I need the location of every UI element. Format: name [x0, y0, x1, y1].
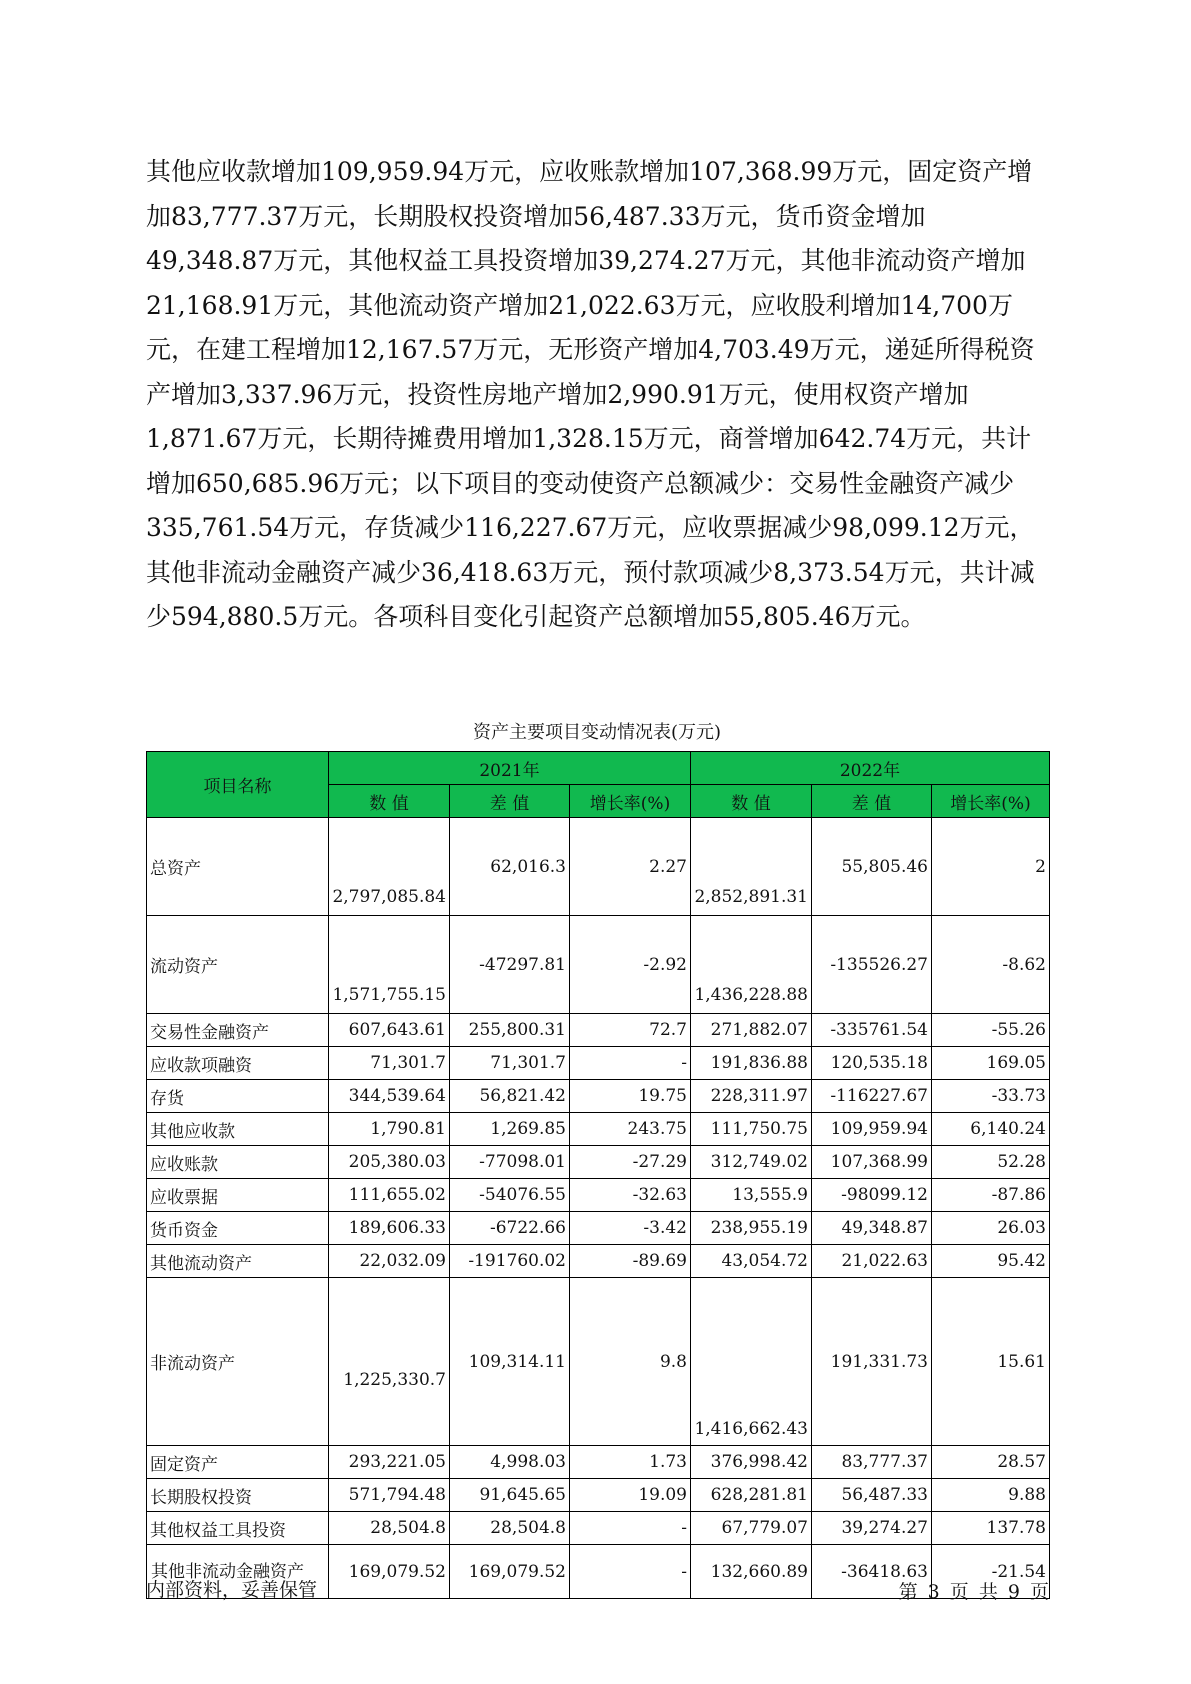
cell-diff-2021: 1,269.85	[450, 1113, 570, 1146]
cell-growth-2022: -87.86	[932, 1179, 1050, 1212]
cell-diff-2022: 49,348.87	[812, 1212, 932, 1245]
cell-value-2021: 571,794.48	[329, 1479, 450, 1512]
cell-diff-2022: -36418.63	[812, 1545, 932, 1599]
cell-value-2021: 1,790.81	[329, 1113, 450, 1146]
row-label: 固定资产	[147, 1446, 329, 1479]
table-row	[147, 916, 1050, 1014]
cell-growth-2021: -	[570, 1512, 691, 1545]
cell-growth-2021: -3.42	[570, 1212, 691, 1245]
cell-growth-2022: 169.05	[932, 1047, 1050, 1080]
cell-value-2021: 169,079.52	[329, 1545, 450, 1599]
cell-diff-2021: 169,079.52	[450, 1545, 570, 1599]
cell-growth-2022: 137.78	[932, 1512, 1050, 1545]
cell-value-2022: 13,555.9	[691, 1179, 812, 1212]
row-label: 应收款项融资	[147, 1047, 329, 1080]
cell-diff-2021: -191760.02	[450, 1245, 570, 1278]
cell-growth-2021: 9.8	[570, 1278, 691, 1446]
row-label: 交易性金融资产	[147, 1014, 329, 1047]
cell-growth-2022: -33.73	[932, 1080, 1050, 1113]
cell-diff-2022: 109,959.94	[812, 1113, 932, 1146]
cell-value-2021: 344,539.64	[329, 1080, 450, 1113]
table-row	[147, 1278, 1050, 1446]
cell-diff-2022: -335761.54	[812, 1014, 932, 1047]
table-row	[147, 1080, 1050, 1113]
cell-value-2021: 1,225,330.7	[329, 1278, 450, 1446]
cell-value-2022: 67,779.07	[691, 1512, 812, 1545]
cell-value-2022: 191,836.88	[691, 1047, 812, 1080]
footer-page-number: 第 3 页 共 9 页	[898, 1581, 1049, 1603]
header-item-name: 项目名称	[147, 752, 329, 818]
table-row	[147, 1479, 1050, 1512]
cell-value-2022: 376,998.42	[691, 1446, 812, 1479]
header-col-diff-2021: 差 值	[450, 785, 570, 818]
header-col-growth-2021: 增长率(%)	[570, 785, 691, 818]
cell-diff-2022: -98099.12	[812, 1179, 932, 1212]
header-col-value-2021: 数 值	[329, 785, 450, 818]
table-title: 资产主要项目变动情况表(万元)	[472, 722, 722, 743]
cell-growth-2022: -8.62	[932, 916, 1050, 1014]
cell-growth-2021: 2.27	[570, 818, 691, 916]
cell-value-2022: 1,436,228.88	[691, 916, 812, 1014]
cell-value-2022: 111,750.75	[691, 1113, 812, 1146]
cell-diff-2022: -116227.67	[812, 1080, 932, 1113]
row-label: 存货	[147, 1080, 329, 1113]
cell-growth-2021: -32.63	[570, 1179, 691, 1212]
cell-value-2022: 312,749.02	[691, 1146, 812, 1179]
cell-value-2021: 1,571,755.15	[329, 916, 450, 1014]
cell-diff-2021: 4,998.03	[450, 1446, 570, 1479]
cell-diff-2022: 55,805.46	[812, 818, 932, 916]
header-col-growth-2022: 增长率(%)	[932, 785, 1050, 818]
row-label: 其他非流动金融资产	[147, 1545, 329, 1599]
cell-value-2021: 28,504.8	[329, 1512, 450, 1545]
cell-value-2021: 607,643.61	[329, 1014, 450, 1047]
cell-diff-2022: 120,535.18	[812, 1047, 932, 1080]
cell-value-2022: 1,416,662.43	[691, 1278, 812, 1446]
cell-value-2021: 189,606.33	[329, 1212, 450, 1245]
cell-growth-2021: 243.75	[570, 1113, 691, 1146]
body-paragraph: 其他应收款增加109,959.94万元，应收账款增加107,368.99万元，固定资产增加83,777.37万元，长期股权投资增加56,487.33万元，货币资金增加49,348.87万元，其他权益工具投资增加39,274.27万元，其他非流动资产增加21,168.91万元，其他流动资产增加21,022.63万元，应收股利增加14,700万元，在建工程增加12,167.57万元，无形资产增加4,703.49万元，递延所得税资产增加3,337.96万元，投资性房地产增加2,990.91万元，使用权资产增加1,871.67万元，长期待摊费用增加1,328.15万元，商誉增加642.74万元，共计增加650,685.96万元；以下项目的变动使资产总额减少：交易性金融资产减少335,761.54万元，存货减少116,227.67万元，应收票据减少98,099.12万元，其他非流动金融资产减少36,418.63万元，预付款项减少8,373.54万元，共计减少594,880.5万元。各项科目变化引起资产总额增加55,805.46万元。	[146, 157, 1035, 631]
row-label: 其他应收款	[147, 1113, 329, 1146]
table-row	[147, 818, 1050, 916]
row-label: 货币资金	[147, 1212, 329, 1245]
table-row	[147, 1245, 1050, 1278]
cell-growth-2021: 1.73	[570, 1446, 691, 1479]
cell-diff-2022: 83,777.37	[812, 1446, 932, 1479]
cell-growth-2022: 9.88	[932, 1479, 1050, 1512]
cell-growth-2021: -	[570, 1047, 691, 1080]
cell-growth-2021: 72.7	[570, 1014, 691, 1047]
cell-value-2021: 111,655.02	[329, 1179, 450, 1212]
cell-growth-2021: 19.09	[570, 1479, 691, 1512]
cell-growth-2021: -89.69	[570, 1245, 691, 1278]
cell-diff-2021: -6722.66	[450, 1212, 570, 1245]
cell-diff-2021: -47297.81	[450, 916, 570, 1014]
row-label: 总资产	[147, 818, 329, 916]
row-label: 应收账款	[147, 1146, 329, 1179]
cell-growth-2021: -	[570, 1545, 691, 1599]
cell-growth-2022: 26.03	[932, 1212, 1050, 1245]
row-label: 长期股权投资	[147, 1479, 329, 1512]
cell-diff-2022: 107,368.99	[812, 1146, 932, 1179]
cell-growth-2021: 19.75	[570, 1080, 691, 1113]
row-label: 其他权益工具投资	[147, 1512, 329, 1545]
cell-diff-2021: -77098.01	[450, 1146, 570, 1179]
table-row	[147, 1512, 1050, 1545]
footer-confidential-note: 内部资料，妥善保管	[146, 1579, 318, 1601]
cell-diff-2022: 191,331.73	[812, 1278, 932, 1446]
cell-value-2022: 628,281.81	[691, 1479, 812, 1512]
cell-value-2022: 43,054.72	[691, 1245, 812, 1278]
cell-diff-2021: -54076.55	[450, 1179, 570, 1212]
header-year-2021: 2021年	[329, 752, 691, 785]
cell-growth-2022: -55.26	[932, 1014, 1050, 1047]
cell-diff-2022: 56,487.33	[812, 1479, 932, 1512]
cell-value-2021: 22,032.09	[329, 1245, 450, 1278]
cell-value-2022: 238,955.19	[691, 1212, 812, 1245]
table-row	[147, 1014, 1050, 1047]
cell-growth-2022: 28.57	[932, 1446, 1050, 1479]
cell-value-2022: 271,882.07	[691, 1014, 812, 1047]
cell-value-2022: 2,852,891.31	[691, 818, 812, 916]
row-label: 应收票据	[147, 1179, 329, 1212]
cell-growth-2022: 2	[932, 818, 1050, 916]
cell-diff-2021: 56,821.42	[450, 1080, 570, 1113]
asset-change-table	[146, 751, 1050, 1599]
cell-growth-2022: 6,140.24	[932, 1113, 1050, 1146]
cell-growth-2022: 15.61	[932, 1278, 1050, 1446]
cell-growth-2022: -21.54	[932, 1545, 1050, 1599]
cell-value-2021: 71,301.7	[329, 1047, 450, 1080]
header-col-diff-2022: 差 值	[812, 785, 932, 818]
table-row	[147, 1179, 1050, 1212]
cell-diff-2022: -135526.27	[812, 916, 932, 1014]
cell-value-2021: 205,380.03	[329, 1146, 450, 1179]
cell-value-2022: 228,311.97	[691, 1080, 812, 1113]
row-label: 其他流动资产	[147, 1245, 329, 1278]
cell-growth-2021: -27.29	[570, 1146, 691, 1179]
header-col-value-2022: 数 值	[691, 785, 812, 818]
table-row	[147, 1146, 1050, 1179]
cell-value-2022: 132,660.89	[691, 1545, 812, 1599]
cell-diff-2021: 91,645.65	[450, 1479, 570, 1512]
cell-value-2021: 293,221.05	[329, 1446, 450, 1479]
row-label: 流动资产	[147, 916, 329, 1014]
cell-value-2021: 2,797,085.84	[329, 818, 450, 916]
cell-growth-2022: 95.42	[932, 1245, 1050, 1278]
cell-diff-2021: 28,504.8	[450, 1512, 570, 1545]
table-row	[147, 1113, 1050, 1146]
table-row	[147, 1047, 1050, 1080]
cell-diff-2022: 39,274.27	[812, 1512, 932, 1545]
cell-growth-2022: 52.28	[932, 1146, 1050, 1179]
cell-diff-2021: 255,800.31	[450, 1014, 570, 1047]
cell-diff-2022: 21,022.63	[812, 1245, 932, 1278]
header-year-2022: 2022年	[691, 752, 1050, 785]
cell-diff-2021: 71,301.7	[450, 1047, 570, 1080]
table-row	[147, 1446, 1050, 1479]
cell-diff-2021: 109,314.11	[450, 1278, 570, 1446]
cell-growth-2021: -2.92	[570, 916, 691, 1014]
table-row	[147, 1212, 1050, 1245]
cell-diff-2021: 62,016.3	[450, 818, 570, 916]
row-label: 非流动资产	[147, 1278, 329, 1446]
